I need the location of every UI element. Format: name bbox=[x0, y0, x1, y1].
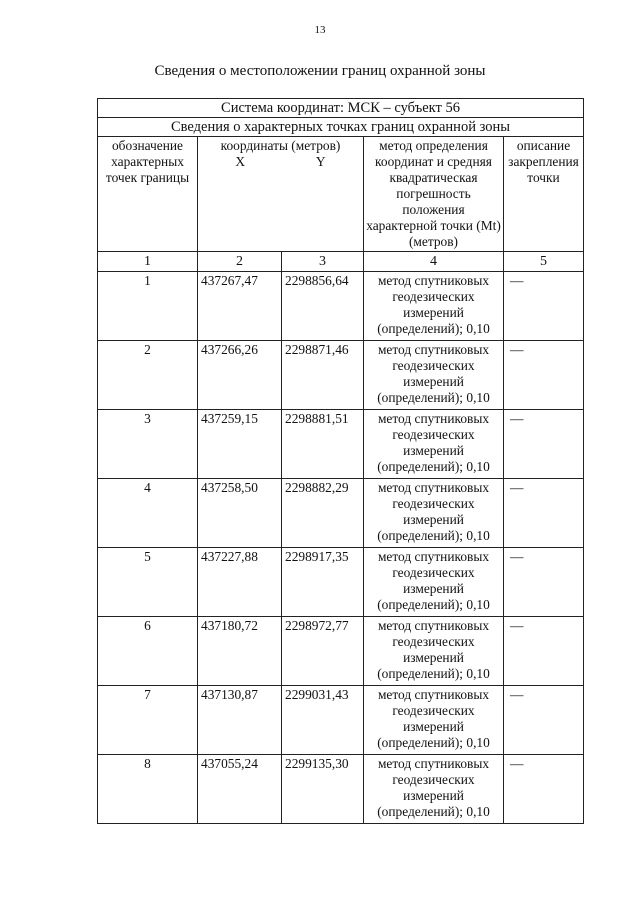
y-coordinate: 2299031,43 bbox=[282, 686, 364, 755]
column-number: 5 bbox=[504, 252, 584, 272]
column-number-row bbox=[98, 252, 584, 272]
method-cell: метод спутниковых геодезических измерений (определений); 0,10 bbox=[364, 272, 504, 341]
point-number: 3 bbox=[98, 410, 198, 479]
y-coordinate: 2298882,29 bbox=[282, 479, 364, 548]
point-number: 4 bbox=[98, 479, 198, 548]
header-xy bbox=[200, 154, 361, 170]
header-coordinates bbox=[198, 137, 364, 252]
header-description: описание закрепления точки bbox=[504, 137, 584, 252]
point-number: 7 bbox=[98, 686, 198, 755]
column-number: 3 bbox=[282, 252, 364, 272]
method-cell: метод спутниковых геодезических измерений (определений); 0,10 bbox=[364, 548, 504, 617]
x-coordinate: 437259,15 bbox=[198, 410, 282, 479]
coordinate-system-label: Система координат: МСК – субъект 56 bbox=[98, 99, 584, 118]
table-row bbox=[98, 479, 584, 548]
description-cell: — bbox=[504, 686, 584, 755]
column-number: 2 bbox=[198, 252, 282, 272]
page-number: 13 bbox=[314, 24, 326, 36]
point-number: 1 bbox=[98, 272, 198, 341]
table-row bbox=[98, 755, 584, 824]
method-cell: метод спутниковых геодезических измерений (определений); 0,10 bbox=[364, 479, 504, 548]
y-coordinate: 2298972,77 bbox=[282, 617, 364, 686]
section-heading: Сведения о характерных точках границ охранной зоны bbox=[98, 118, 584, 137]
description-cell: — bbox=[504, 617, 584, 686]
point-number: 6 bbox=[98, 617, 198, 686]
column-header-row bbox=[98, 137, 584, 252]
column-number: 1 bbox=[98, 252, 198, 272]
y-coordinate: 2298917,35 bbox=[282, 548, 364, 617]
description-cell: — bbox=[504, 410, 584, 479]
method-cell: метод спутниковых геодезических измерений (определений); 0,10 bbox=[364, 617, 504, 686]
description-cell: — bbox=[504, 548, 584, 617]
description-cell: — bbox=[504, 755, 584, 824]
description-cell: — bbox=[504, 272, 584, 341]
table-row bbox=[98, 341, 584, 410]
table-row bbox=[98, 272, 584, 341]
y-coordinate: 2298881,51 bbox=[282, 410, 364, 479]
description-cell: — bbox=[504, 341, 584, 410]
section-heading-row bbox=[98, 118, 584, 137]
point-number: 5 bbox=[98, 548, 198, 617]
method-cell: метод спутниковых геодезических измерений (определений); 0,10 bbox=[364, 341, 504, 410]
table-row bbox=[98, 686, 584, 755]
y-coordinate: 2298856,64 bbox=[282, 272, 364, 341]
method-cell: метод спутниковых геодезических измерений (определений); 0,10 bbox=[364, 755, 504, 824]
column-number: 4 bbox=[364, 252, 504, 272]
coordinates-table bbox=[97, 98, 584, 824]
document-title: Сведения о местоположении границ охранной зоны bbox=[154, 63, 486, 79]
method-cell: метод спутниковых геодезических измерений (определений); 0,10 bbox=[364, 410, 504, 479]
header-y: Y bbox=[315, 154, 326, 169]
point-number: 2 bbox=[98, 341, 198, 410]
header-coordinates-label: координаты (метров) bbox=[220, 138, 341, 153]
table-row bbox=[98, 548, 584, 617]
coordinate-system-row bbox=[98, 99, 584, 118]
x-coordinate: 437267,47 bbox=[198, 272, 282, 341]
table-row bbox=[98, 410, 584, 479]
x-coordinate: 437130,87 bbox=[198, 686, 282, 755]
header-method: метод определения координат и средняя квадратическая погрешность положения характерной точки (Mt) (метров) bbox=[364, 137, 504, 252]
y-coordinate: 2299135,30 bbox=[282, 755, 364, 824]
x-coordinate: 437266,26 bbox=[198, 341, 282, 410]
point-number: 8 bbox=[98, 755, 198, 824]
description-cell: — bbox=[504, 479, 584, 548]
header-point: обозначение характерных точек границы bbox=[98, 137, 198, 252]
y-coordinate: 2298871,46 bbox=[282, 341, 364, 410]
table-row bbox=[98, 617, 584, 686]
x-coordinate: 437227,88 bbox=[198, 548, 282, 617]
x-coordinate: 437258,50 bbox=[198, 479, 282, 548]
x-coordinate: 437055,24 bbox=[198, 755, 282, 824]
header-x: X bbox=[235, 154, 246, 169]
x-coordinate: 437180,72 bbox=[198, 617, 282, 686]
method-cell: метод спутниковых геодезических измерений (определений); 0,10 bbox=[364, 686, 504, 755]
